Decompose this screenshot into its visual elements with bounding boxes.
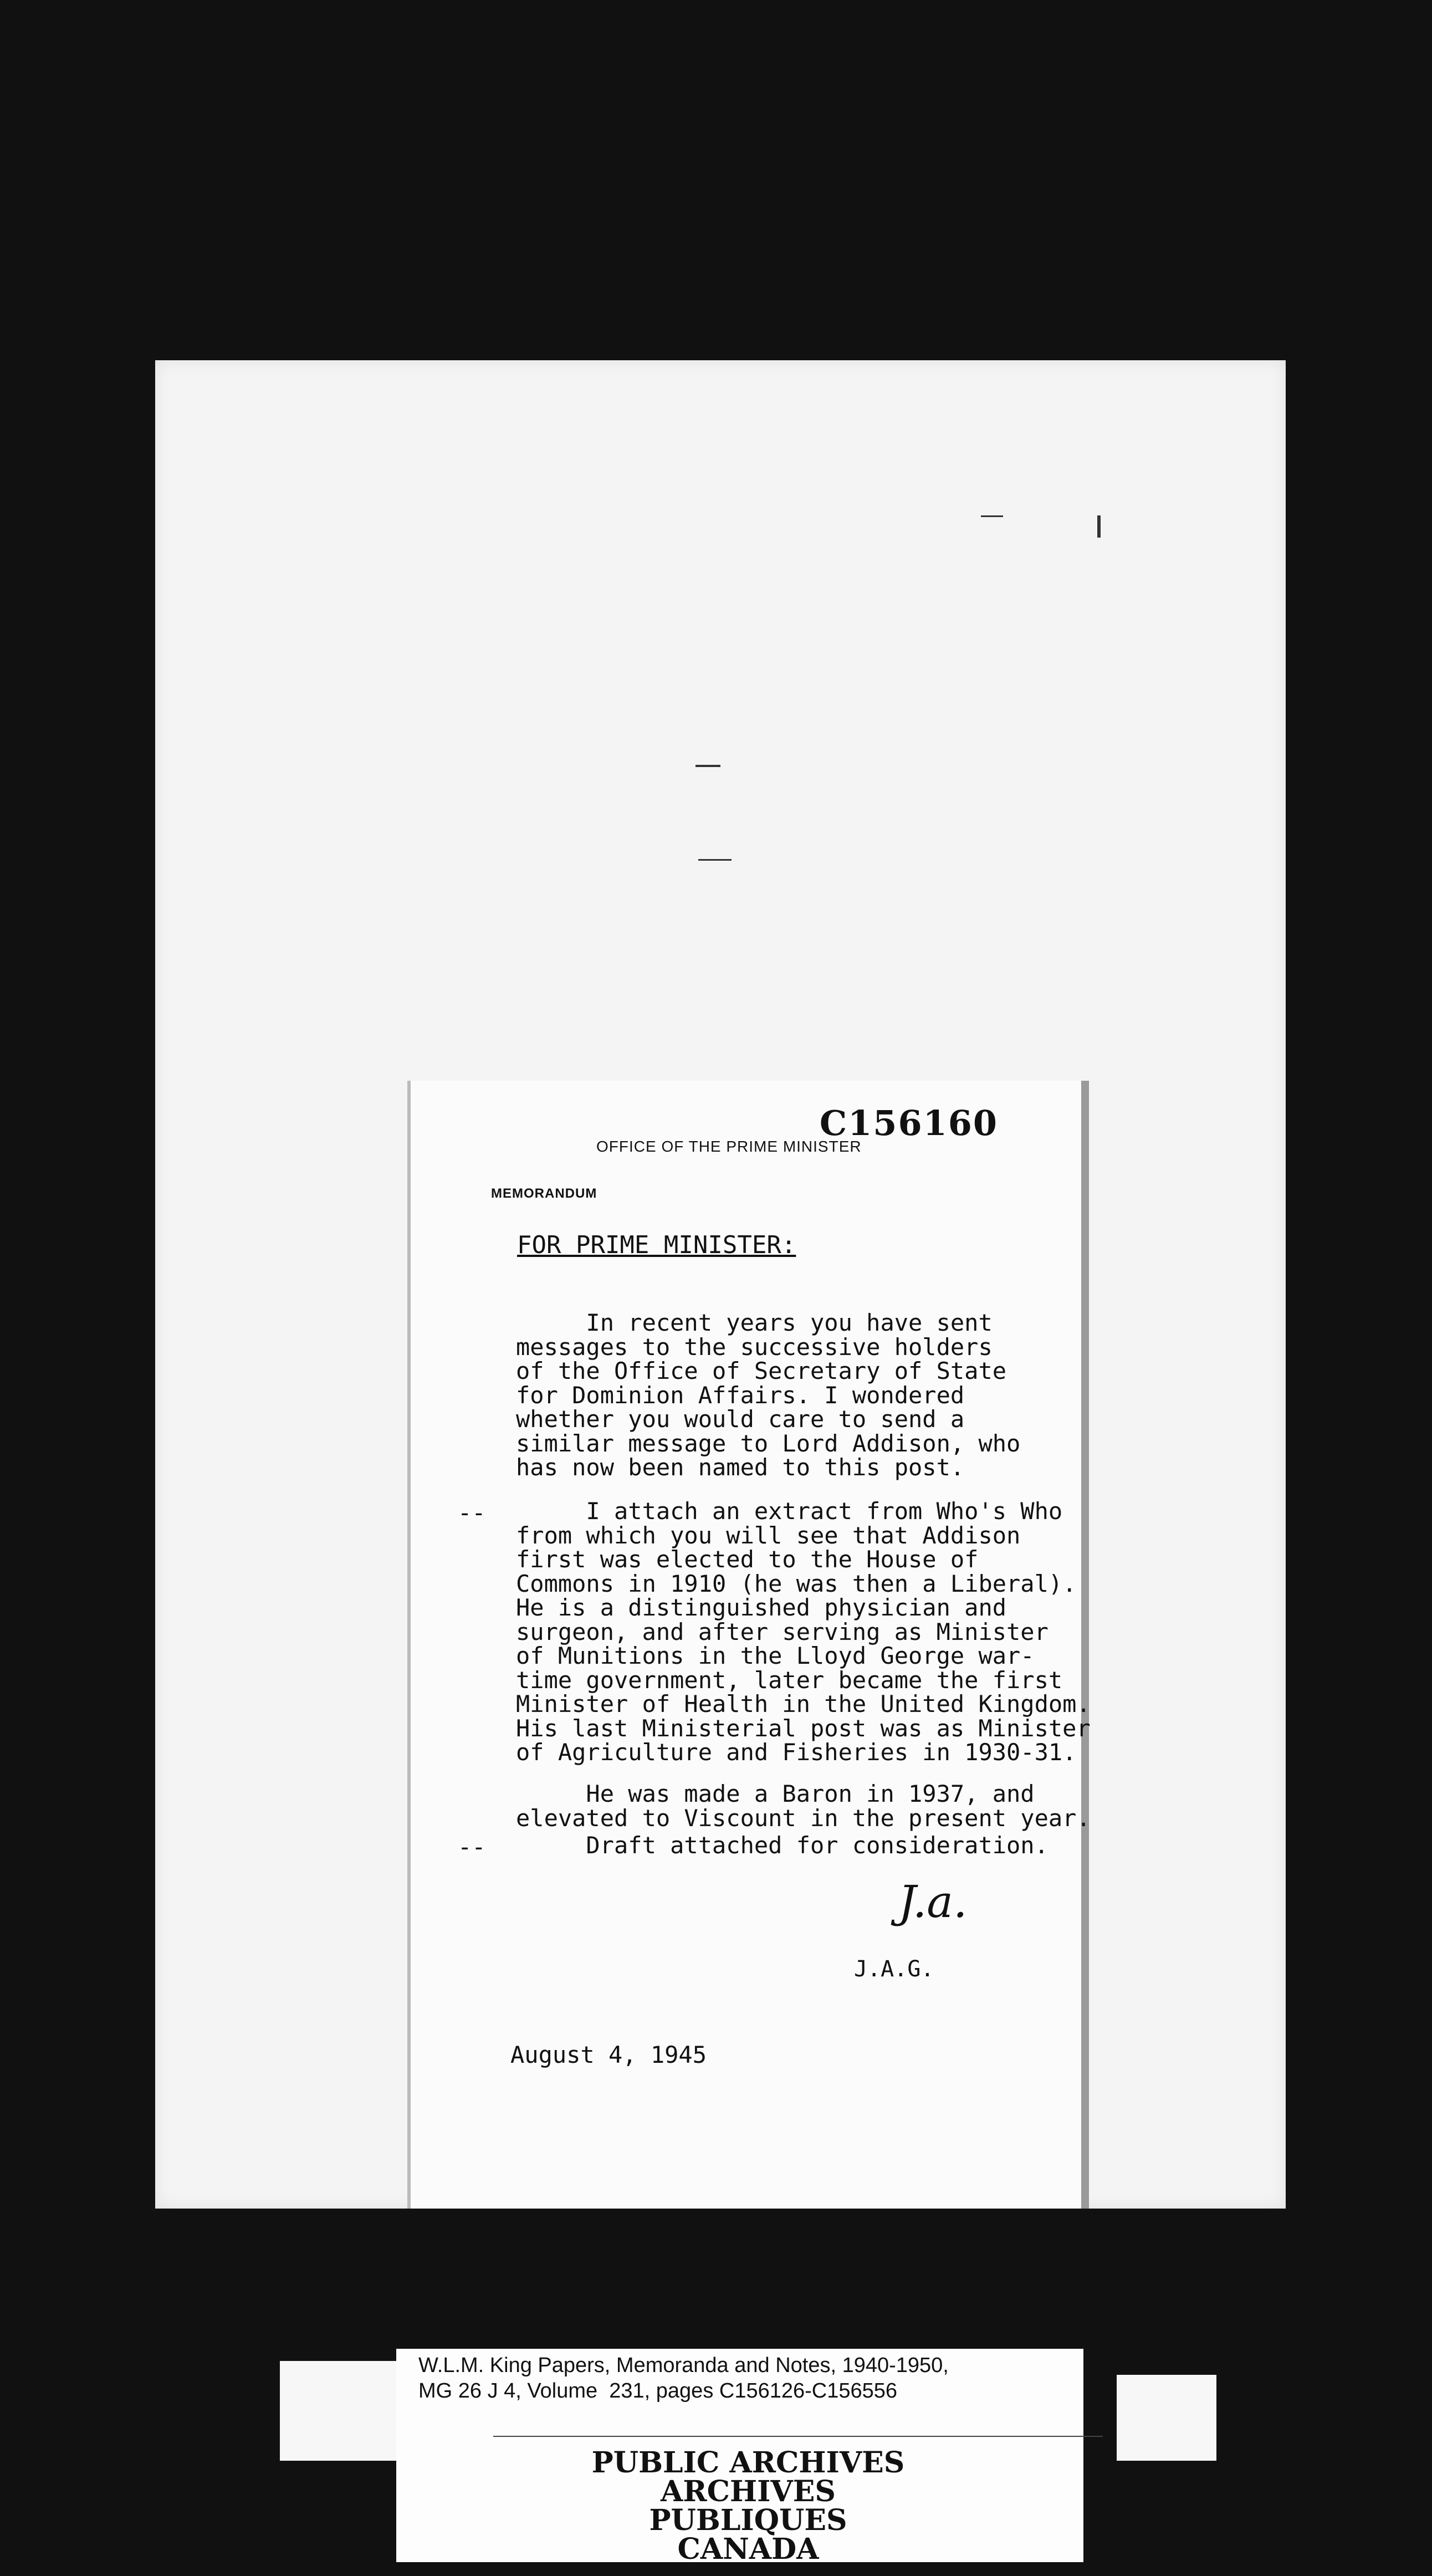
sender-initials: J.A.G. bbox=[854, 1956, 934, 1982]
memo-date: August 4, 1945 bbox=[510, 2041, 707, 2068]
stray-mark bbox=[698, 859, 732, 861]
stray-mark bbox=[981, 515, 1003, 517]
catalog-number: C156160 bbox=[819, 1103, 998, 1143]
footer-divider bbox=[493, 2436, 1103, 2437]
footer-tab bbox=[280, 2361, 399, 2461]
memo-heading: FOR PRIME MINISTER: bbox=[517, 1231, 796, 1259]
stamp-line-1: PUBLIC ARCHIVES bbox=[591, 2446, 905, 2480]
archive-stamp bbox=[571, 2446, 925, 2566]
stray-mark bbox=[1097, 515, 1101, 538]
office-header: OFFICE OF THE PRIME MINISTER bbox=[596, 1138, 862, 1155]
archive-citation: W.L.M. King Papers, Memoranda and Notes, 1940-1950, MG 26 J 4, Volume 231, pages C156126-C156556 bbox=[418, 2354, 949, 2403]
paragraph-1: In recent years you have sent messages to the successive holders of the Office of Secretary of State for Dominion Affairs. I wondered whether you would care to send a similar message to Lord Addison, who has now been named to this post. bbox=[516, 1309, 1021, 1481]
footer-tab bbox=[1117, 2375, 1216, 2461]
paragraph-4: Draft attached for consideration. bbox=[516, 1832, 1049, 1859]
paragraph-3: He was made a Baron in 1937, and elevated to Viscount in the present year. bbox=[516, 1780, 1091, 1832]
handwritten-signature: J.a. bbox=[898, 1876, 968, 1928]
stray-mark bbox=[695, 765, 720, 767]
memorandum-label: MEMORANDUM bbox=[491, 1186, 597, 1201]
stamp-line-3: CANADA bbox=[677, 2532, 819, 2566]
stamp-line-2: ARCHIVES PUBLIQUES bbox=[649, 2475, 847, 2537]
margin-mark: -- bbox=[458, 1499, 486, 1526]
paragraph-2: I attach an extract from Who's Who from which you will see that Addison first was elected to the House of Commons in 1910 (he was then a Liberal). He is a distinguished physician and surgeon, and after serving as Minister of Munitions in the Lloyd George war- time government, later became the first Minister of Health in the United Kingdom. His last Ministerial post was as Minister of Agriculture and Fisheries in 1930-31. bbox=[516, 1497, 1091, 1766]
margin-mark: -- bbox=[458, 1833, 486, 1861]
memorandum-page bbox=[407, 1081, 1089, 2209]
